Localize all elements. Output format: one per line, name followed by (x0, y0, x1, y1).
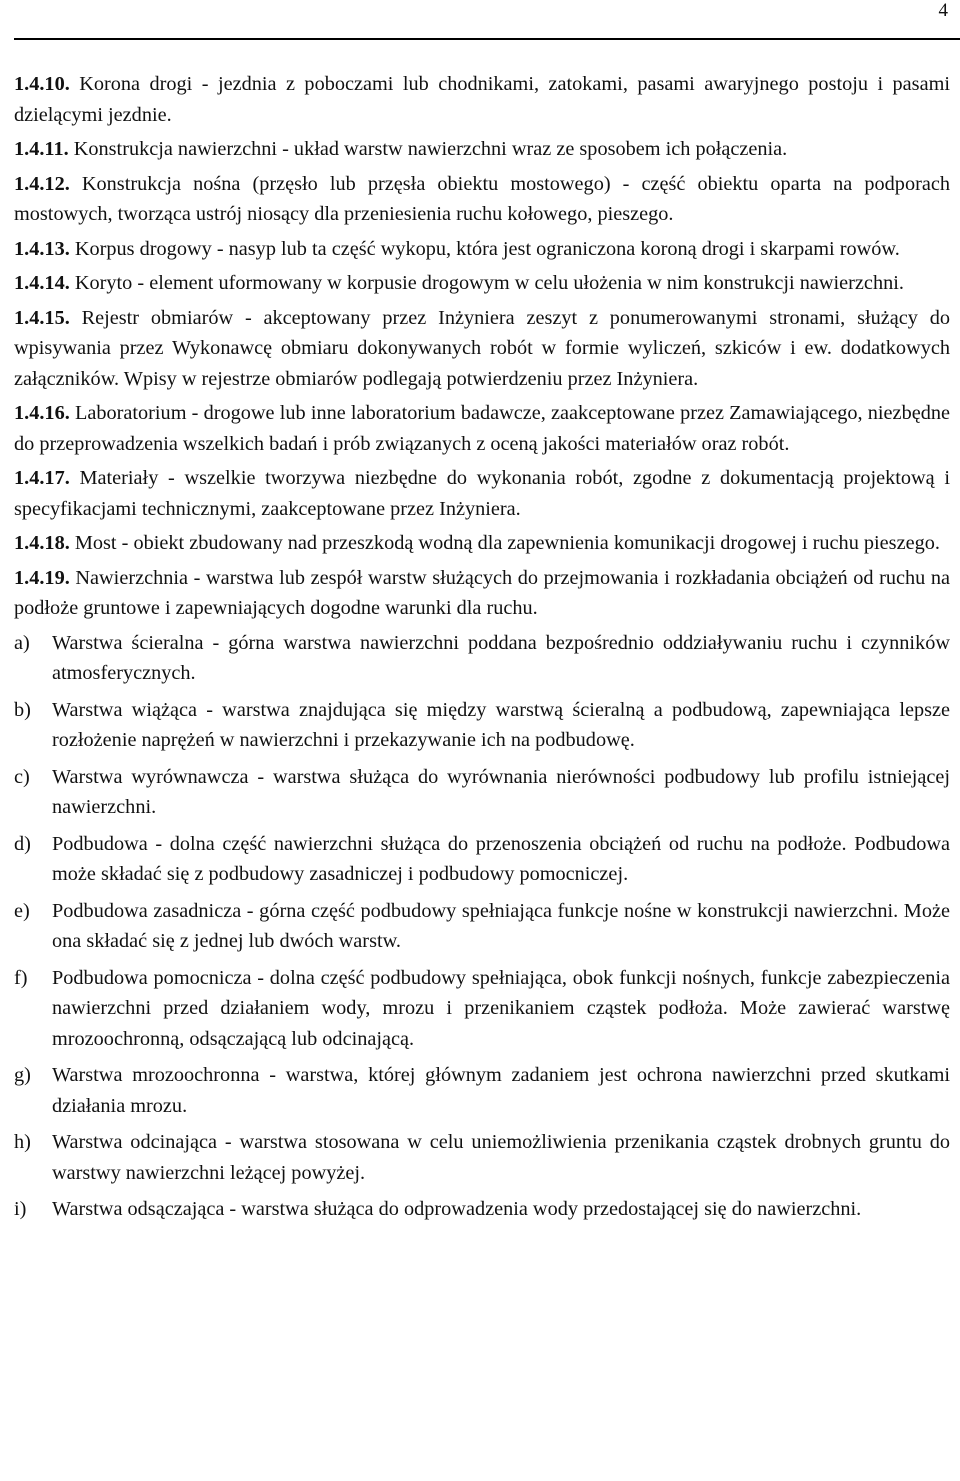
list-marker: i) (14, 1198, 27, 1220)
list-marker: e) (14, 899, 30, 922)
definition-text: Nawierzchnia - warstwa lub zespół warstw służących do przejmowania i rozkładania obciążeń od ruchu na podłoże gruntowe i zapewniających dogodne warunki dla ruchu. (14, 566, 951, 619)
definition-number: 1.4.13. (14, 237, 70, 260)
definition-text: Korpus drogowy - nasyp lub ta część wykopu, która jest ograniczona koroną drogi i skarpami rowów. (74, 237, 900, 260)
list-item-text: Podbudowa - dolna część nawierzchni służąca do przenoszenia obciążeń od ruchu na podłoże. Podbudowa może składać się z podbudowy zasadniczej i podbudowy pomocniczej. (52, 832, 950, 885)
definition-1-4-18 (14, 528, 950, 559)
list-item (14, 829, 950, 890)
definition-text: Koryto - element uformowany w korpusie drogowym w celu ułożenia w nim konstrukcji nawierzchni. (74, 272, 904, 294)
list-item (14, 695, 950, 756)
definition-1-4-19 (14, 563, 950, 624)
definition-number: 1.4.16. (14, 402, 70, 424)
definition-1-4-16 (14, 398, 950, 459)
definition-text: Konstrukcja nawierzchni - układ warstw nawierzchni wraz ze sposobem ich połączenia. (73, 138, 788, 160)
definition-number: 1.4.10. (14, 73, 70, 95)
list-marker: b) (14, 698, 31, 721)
definition-1-4-17 (14, 463, 950, 524)
list-item (14, 1060, 950, 1121)
definition-1-4-12 (14, 169, 950, 230)
definition-text: Laboratorium - drogowe lub inne laboratorium badawcze, zaakceptowane przez Zamawiającego, niezbędne do przeprowadzenia wszelkich badań i prób związanych z oceną jakości materiałów oraz robót. (14, 402, 950, 455)
list-item-text: Warstwa odsączająca - warstwa służąca do odprowadzenia wody przedostającej się do nawierzchni. (52, 1198, 862, 1220)
list-marker: a) (14, 631, 30, 654)
definition-number: 1.4.15. (14, 306, 70, 329)
definition-number: 1.4.11. (14, 138, 69, 160)
list-marker: f) (14, 966, 28, 989)
definition-text: Materiały - wszelkie tworzywa niezbędne do wykonania robót, zgodne z dokumentacją projektową i specyfikacjami technicznymi, zaakceptowane przez Inżyniera. (14, 467, 951, 520)
list-item (14, 963, 950, 1055)
list-item-text: Warstwa odcinająca - warstwa stosowana w celu uniemożliwienia przenikania cząstek drobnych gruntu do warstwy nawierzchni leżącej powyżej. (52, 1131, 950, 1184)
header-rule (14, 38, 960, 40)
list-marker: c) (14, 765, 30, 788)
list-item-text: Warstwa ścieralna - górna warstwa nawierzchni poddana bezpośrednio oddziaływaniu ruchu i czynników atmosferycznych. (52, 631, 950, 684)
list-item-text: Podbudowa pomocnicza - dolna część podbudowy spełniająca, obok funkcji nośnych, funkcje zabezpieczenia nawierzchni przed działaniem wody, mrozu i przenikaniem cząstek podłoża. Może zawierać warstwę mrozoochronną, odsączającą lub odcinającą. (52, 966, 950, 1050)
definition-number: 1.4.17. (14, 467, 70, 489)
definition-text: Konstrukcja nośna (przęsło lub przęsła obiektu mostowego) - część obiektu oparta na podporach mostowych, tworząca ustrój niosący dla przeniesienia ruchu kołowego, pieszego. (14, 172, 950, 225)
definition-number: 1.4.12. (14, 172, 70, 195)
list-marker: h) (14, 1131, 31, 1153)
definition-number: 1.4.18. (14, 532, 70, 554)
definition-number: 1.4.19. (14, 566, 70, 589)
list-item (14, 762, 950, 823)
list-item-text: Warstwa mrozoochronna - warstwa, której głównym zadaniem jest ochrona nawierzchni przed skutkami działania mrozu. (52, 1064, 950, 1117)
list-item-text: Warstwa wyrównawcza - warstwa służąca do wyrównania nierówności podbudowy lub profilu istniejącej nawierzchni. (52, 765, 950, 818)
page-number: 4 (938, 0, 948, 21)
list-item-text: Podbudowa zasadnicza - górna część podbudowy spełniająca funkcje nośne w konstrukcji nawierzchni. Może ona składać się z jednej lub dwóch warstw. (52, 899, 950, 952)
definition-text: Korona drogi - jezdnia z poboczami lub chodnikami, zatokami, pasami awaryjnego postoju i pasami dzielącymi jezdnie. (14, 73, 950, 126)
list-marker: d) (14, 832, 31, 855)
list-marker: g) (14, 1064, 31, 1086)
list-item (14, 1127, 950, 1188)
list-item (14, 1194, 950, 1225)
list-item (14, 896, 950, 957)
document-body (14, 69, 950, 1231)
definition-text: Most - obiekt zbudowany nad przeszkodą wodną dla zapewnienia komunikacji drogowej i ruchu pieszego. (74, 532, 940, 554)
definition-1-4-13 (14, 234, 950, 265)
list-item (14, 628, 950, 689)
definition-1-4-15 (14, 303, 950, 395)
definition-1-4-14 (14, 268, 950, 299)
definition-1-4-10 (14, 69, 950, 130)
definition-1-4-11 (14, 134, 950, 165)
layer-list (14, 628, 950, 1225)
list-item-text: Warstwa wiążąca - warstwa znajdująca się między warstwą ścieralną a podbudową, zapewniająca lepsze rozłożenie naprężeń w nawierzchni i przekazywanie ich na podbudowę. (52, 698, 950, 751)
definition-text: Rejestr obmiarów - akceptowany przez Inżyniera zeszyt z ponumerowanymi stronami, służący do wpisywania przez Wykonawcę obmiaru dokonywanych robót w formie wyliczeń, szkiców i ew. dodatkowych załączników. Wpisy w rejestrze obmiarów podlegają potwierdzeniu przez Inżyniera. (14, 306, 950, 390)
definition-number: 1.4.14. (14, 272, 70, 294)
